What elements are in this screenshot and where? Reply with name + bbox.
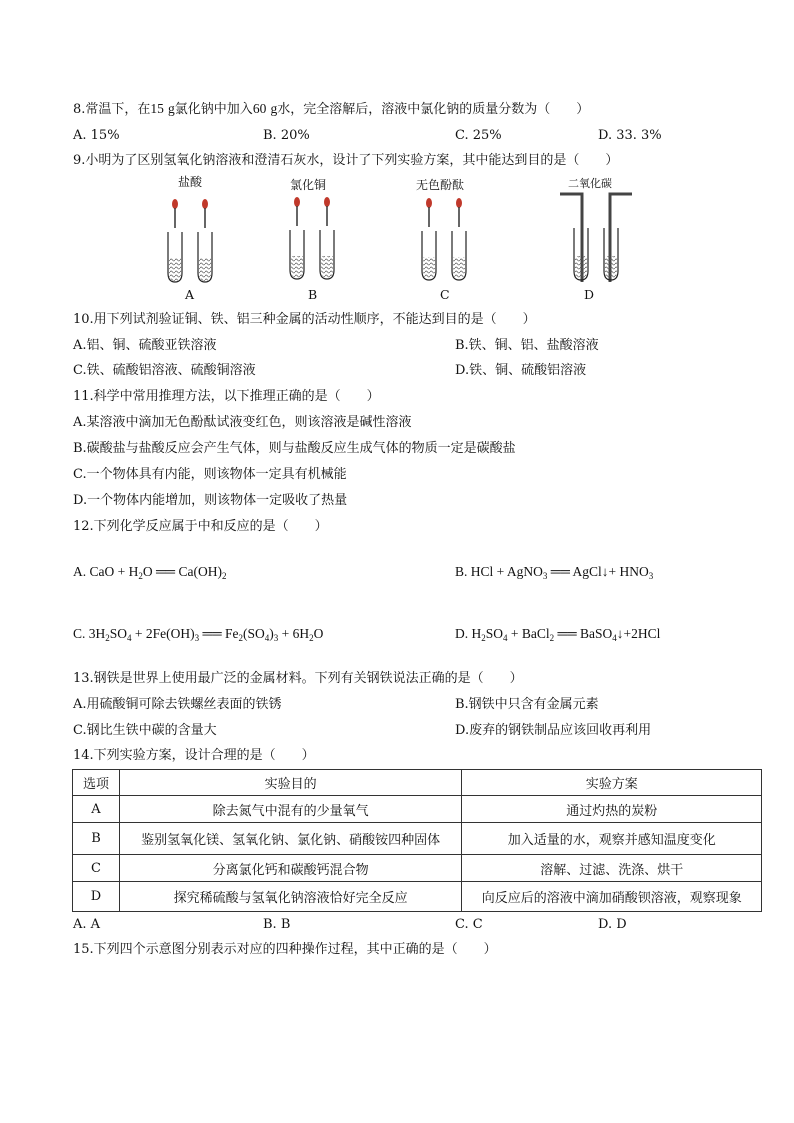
header-purpose: 实验目的 [119, 770, 461, 796]
q12-equation-d: $H_2SO_4$ + BaCl$_2$ ══ BaSO$_4$↓+2HCl [471, 626, 661, 643]
q9-test-tube-figure [150, 170, 670, 310]
liquid-b1 [291, 256, 303, 278]
reagent-label-phenolphthalein: 无色酚酞 [416, 178, 465, 192]
setup-a [168, 199, 212, 282]
row-b-option: B [73, 823, 120, 855]
q13-option-b: B.钢铁中只含有金属元素 [455, 697, 599, 712]
reagent-label-cucl2: 氯化铜 [290, 178, 327, 192]
reagent-label-hcl: 盐酸 [178, 175, 203, 189]
q14-table [72, 769, 762, 912]
q12-letter-a: A. [73, 564, 87, 579]
q14-option-a: A. A [73, 917, 101, 932]
dropper-b1 [294, 197, 300, 226]
q13-stem: 13.钢铁是世界上使用最广泛的金属材料。下列有关钢铁说法正确的是（ ） [73, 671, 523, 686]
q12-letter-b: B. [455, 564, 468, 579]
dropper-b2 [324, 197, 330, 226]
q10-option-d: D.铁、铜、硫酸铝溶液 [455, 363, 587, 378]
q13-option-a: A.用硫酸铜可除去铁螺丝表面的铁锈 [73, 697, 282, 712]
q8-stem-part2: 氯化钠中加入 [174, 102, 253, 117]
q14-option-c: C. C [455, 917, 483, 932]
dropper-c1 [426, 198, 432, 227]
setup-d [560, 194, 632, 282]
reagent-label-co2: 二氧化碳 [568, 177, 612, 190]
q14-option-b: B. B [263, 917, 291, 932]
q11-stem: 11.科学中常用推理方法，以下推理正确的是（ ） [73, 389, 380, 404]
q8-option-d: D. 33. 3% [598, 128, 662, 143]
liquid-a1 [169, 258, 181, 281]
row-b-plan: 加入适量的水，观察并感知温度变化 [462, 823, 762, 855]
q8-unit-1: g [168, 101, 175, 116]
q10-stem: 10.用下列试剂验证铜、铁、铝三种金属的活动性顺序，不能达到目的是（ ） [73, 312, 536, 327]
setup-letter-b: B [308, 287, 318, 302]
q10-option-c: C.铁、硫酸铝溶液、硫酸铜溶液 [73, 363, 256, 378]
row-b-purpose: 鉴别氢氧化镁、氢氧化钠、氯化钠、硝酸铵四种固体 [119, 823, 461, 855]
q14-option-d: D. D [598, 917, 627, 932]
q8-option-c: C. 25% [455, 128, 502, 143]
q12-stem: 12.下列化学反应属于中和反应的是（ ） [73, 519, 328, 534]
liquid-c2 [453, 257, 465, 279]
liquid-d2 [605, 256, 617, 279]
setup-c [422, 198, 466, 280]
q12-equation-c: $3H_2SO_4 + 2Fe(OH)_3$ ══ $Fe_2(SO_4)_3 + 6H_2O$ [88, 626, 324, 643]
q12-option-c [73, 625, 323, 647]
q8-stem-part1: 8.常温下，在 [73, 102, 151, 117]
liquid-a2 [199, 258, 211, 281]
q12-equation-a: CaO + $H_2O$ ══ $Ca(OH)_2$ [89, 564, 227, 581]
row-c-purpose: 分离氯化钙和碳酸钙混合物 [119, 855, 461, 882]
table-row [73, 855, 762, 882]
q10-option-a: A.铝、铜、硫酸亚铁溶液 [73, 338, 217, 353]
row-a-option: A [73, 796, 120, 823]
q13-option-c: C.钢比生铁中碳的含量大 [73, 723, 217, 738]
q9-stem: 9.小明为了区别氢氧化钠溶液和澄清石灰水，设计了下列实验方案，其中能达到目的是（ ） [73, 153, 619, 168]
dropper-a2 [202, 199, 208, 228]
q8-unit-2: g [270, 101, 278, 116]
q8-stem [73, 100, 589, 119]
q12-option-a [73, 563, 226, 585]
q12-equation-b: HCl + AgNO$_3$ ══ AgCl↓+ $HNO_3$ [470, 564, 654, 581]
q11-option-a: A.某溶液中滴加无色酚酞试液变红色，则该溶液是碱性溶液 [73, 415, 412, 430]
row-a-purpose: 除去氮气中混有的少量氧气 [119, 796, 461, 823]
table-row [73, 796, 762, 823]
q13-option-d: D.废弃的钢铁制品应该回收再利用 [455, 723, 652, 738]
header-plan: 实验方案 [462, 770, 762, 796]
q11-option-d: D.一个物体内能增加，则该物体一定吸收了热量 [73, 493, 348, 508]
setup-letter-a: A [185, 287, 195, 302]
q14-table-header [73, 770, 762, 796]
table-row [73, 823, 762, 855]
q10-option-b: B.铁、铜、铝、盐酸溶液 [455, 338, 599, 353]
q12-letter-d: D. [455, 626, 469, 641]
q8-mass-salt: 15 [150, 101, 164, 116]
header-option: 选项 [73, 770, 120, 796]
setup-b [290, 197, 334, 279]
q12-letter-c: C. [73, 626, 86, 641]
row-a-plan: 通过灼热的炭粉 [462, 796, 762, 823]
row-d-plan: 向反应后的溶液中滴加硝酸钡溶液，观察现象 [462, 882, 762, 912]
q12-option-d [455, 625, 660, 647]
setup-letter-d: D [584, 287, 595, 302]
q8-option-b: B. 20% [263, 128, 310, 143]
liquid-c1 [423, 257, 435, 279]
q14-stem: 14.下列实验方案，设计合理的是（ ） [73, 748, 315, 763]
table-row [73, 882, 762, 912]
q11-option-b: B.碳酸盐与盐酸反应会产生气体，则与盐酸反应生成气体的物质一定是碳酸盐 [73, 441, 516, 456]
q12-option-b [455, 563, 653, 585]
dropper-c2 [456, 198, 462, 227]
setup-letter-c: C [440, 287, 450, 302]
liquid-b2 [321, 256, 333, 278]
q15-stem: 15.下列四个示意图分别表示对应的四种操作过程，其中正确的是（ ） [73, 942, 497, 957]
row-d-purpose: 探究稀硫酸与氢氧化钠溶液恰好完全反应 [119, 882, 461, 912]
q11-option-c: C.一个物体具有内能，则该物体一定具有机械能 [73, 467, 347, 482]
q8-stem-part3: 水，完全溶解后，溶液中氯化钠的质量分数为（ ） [277, 102, 590, 117]
row-c-plan: 溶解、过滤、洗涤、烘干 [462, 855, 762, 882]
liquid-d1 [575, 256, 587, 279]
q8-option-a: A. 15% [73, 128, 120, 143]
dropper-a1 [172, 199, 178, 228]
q8-mass-water: 60 [252, 101, 267, 116]
row-d-option: D [73, 882, 120, 912]
row-c-option: C [73, 855, 120, 882]
